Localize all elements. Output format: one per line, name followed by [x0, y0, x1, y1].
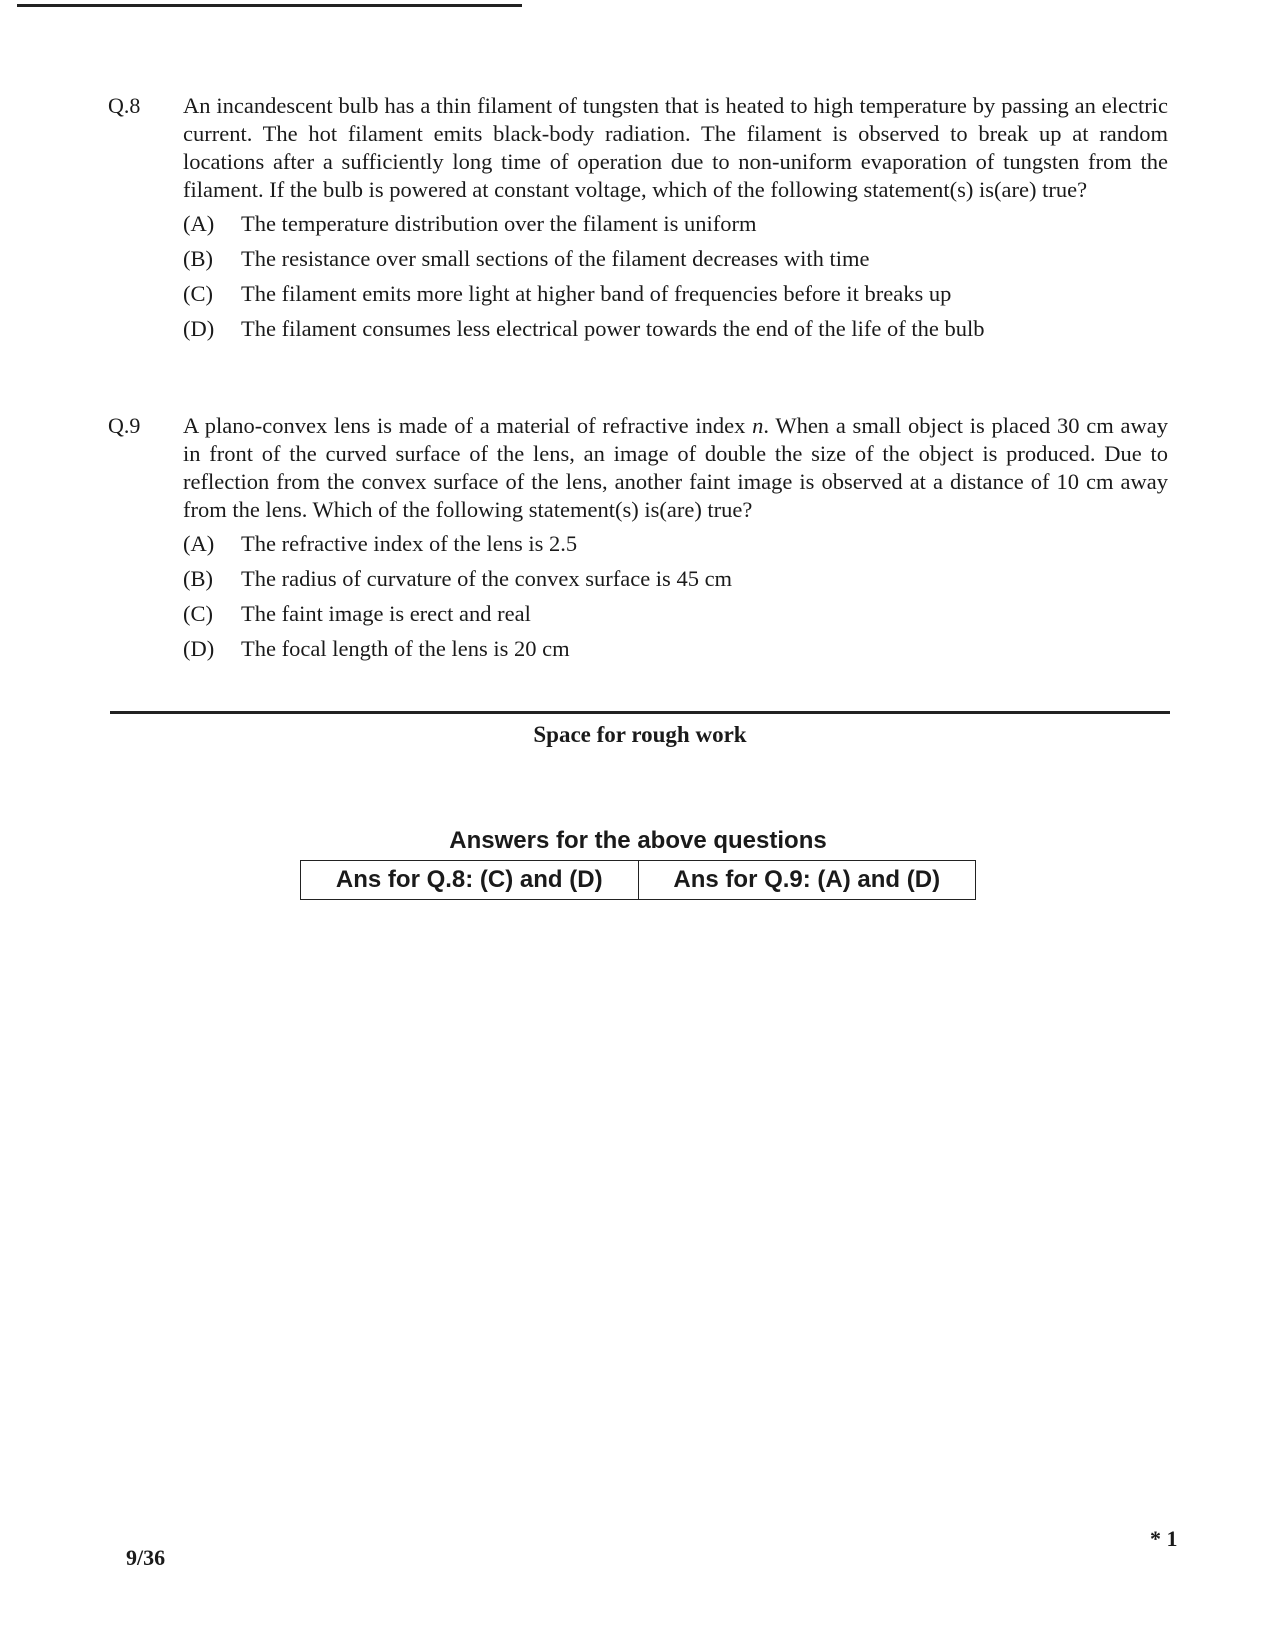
answers-row [300, 860, 976, 900]
question-8 [108, 92, 1168, 350]
answer-q8: Ans for Q.8: (C) and (D) [335, 866, 603, 893]
option-a [183, 210, 1168, 245]
option-a [183, 530, 1168, 565]
rough-work-divider [110, 711, 1170, 714]
question-text [183, 412, 1168, 524]
answers-box [300, 822, 976, 900]
option-letter: (A) [183, 531, 215, 556]
option-text: The radius of curvature of the convex surface is 45 cm [241, 566, 733, 591]
question-number: Q.9 [108, 413, 141, 438]
option-d [183, 315, 1168, 350]
question-9 [108, 412, 1168, 670]
option-text: The refractive index of the lens is 2.5 [241, 531, 578, 556]
option-letter: (D) [183, 636, 215, 661]
option-text: The filament consumes less electrical power towards the end of the life of the bulb [241, 316, 985, 341]
options-list [183, 210, 1168, 350]
options-list [183, 530, 1168, 670]
option-letter: (C) [183, 601, 213, 626]
question-number: Q.8 [108, 93, 141, 118]
option-letter: (A) [183, 211, 215, 236]
option-text: The filament emits more light at higher band of frequencies before it breaks up [241, 281, 952, 306]
option-letter: (C) [183, 281, 213, 306]
option-c [183, 280, 1168, 315]
corner-mark: * 1 [1150, 1526, 1178, 1551]
option-d [183, 635, 1168, 670]
option-letter: (D) [183, 316, 215, 341]
answer-q9: Ans for Q.9: (A) and (D) [638, 861, 976, 899]
option-text: The resistance over small sections of the filament decreases with time [241, 246, 870, 271]
answers-title: Answers for the above questions [449, 827, 827, 854]
question-text: An incandescent bulb has a thin filament of tungsten that is heated to high temperature by passing an electric current. The hot filament emits black-body radiation. The filament is observed to break up at random locations after a sufficiently long time of operation due to non-uniform evaporation of tungsten from the filament. If the bulb is powered at constant voltage, which of the following statement(s) is(are) true? [183, 93, 1168, 202]
option-text: The temperature distribution over the filament is uniform [241, 211, 757, 236]
option-c [183, 600, 1168, 635]
question-text-part: . When a small object is placed 30 cm away in front of the curved surface of the lens, an image of double the size of the object is produced. Due to reflection from the convex surface of the lens, another faint image is observed at a distance of 10 cm away from the lens. Which of the following statement(s) is(are) true? [183, 413, 1169, 522]
rough-work-label: Space for rough work [533, 722, 747, 747]
page-number: 9/36 [126, 1545, 166, 1570]
option-letter: (B) [183, 566, 213, 591]
option-text: The faint image is erect and real [241, 601, 531, 626]
refractive-index-symbol: n [752, 413, 764, 438]
question-text-part: A plano-convex lens is made of a material of refractive index [183, 413, 753, 438]
option-b [183, 565, 1168, 600]
option-b [183, 245, 1168, 280]
option-text: The focal length of the lens is 20 cm [241, 636, 570, 661]
option-letter: (B) [183, 246, 213, 271]
top-rule [17, 4, 522, 7]
